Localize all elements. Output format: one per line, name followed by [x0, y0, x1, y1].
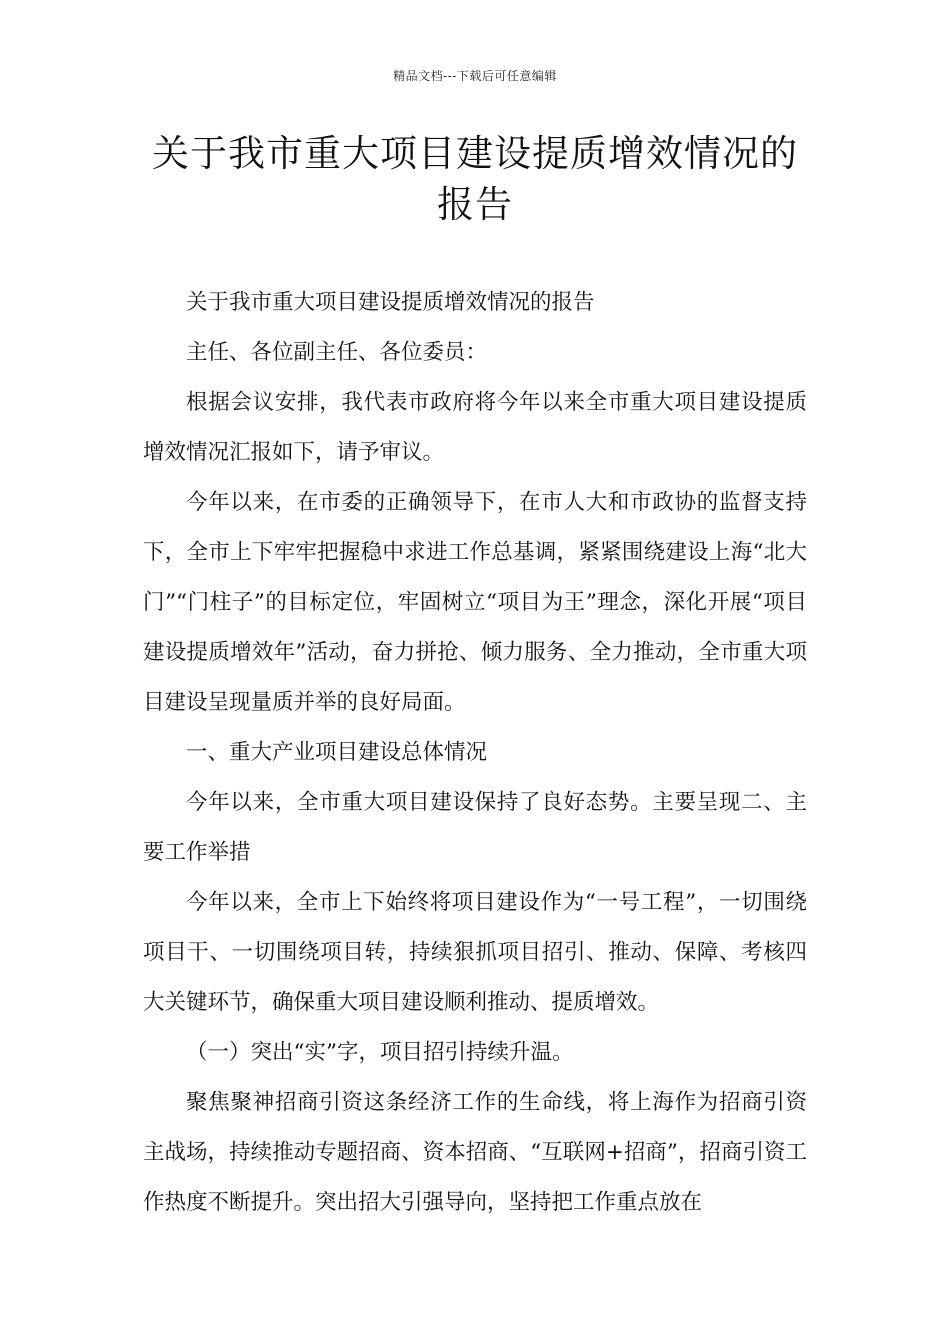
paragraph: 今年以来，全市上下始终将项目建设作为“一号工程”，一切围绕项目干、一切围绕项目转，持续狠抓项目招引、推动、保障、考核四大关键环节，确保重大项目建设顺利推动、提质增效。 [143, 890, 807, 1015]
page-header-watermark: 精品文档---下载后可任意编辑 [393, 69, 557, 83]
paragraph: 今年以来，全市重大项目建设保持了良好态势。主要呈现二、主要工作举措 [143, 790, 807, 865]
paragraph-salutation: 主任、各位副主任、各位委员： [186, 340, 488, 365]
section-heading: 一、重大产业项目建设总体情况 [186, 740, 488, 765]
document-body [143, 278, 807, 1228]
document-title: 关于我市重大项目建设提质增效情况的报告 [152, 132, 798, 226]
subsection-heading: （一）突出“实”字，项目招引持续升温。 [186, 1040, 574, 1065]
paragraph-subtitle: 关于我市重大项目建设提质增效情况的报告 [186, 290, 595, 315]
paragraph: 聚焦聚神招商引资这条经济工作的生命线，将上海作为招商引资主战场，持续推动专题招商、资本招商、“互联网+招商”，招商引资工作热度不断提升。突出招大引强导向，坚持把工作重点放在 [143, 1090, 807, 1215]
paragraph: 根据会议安排，我代表市政府将今年以来全市重大项目建设提质增效情况汇报如下，请予审议。 [143, 390, 807, 465]
paragraph: 今年以来，在市委的正确领导下，在市人大和市政协的监督支持下，全市上下牢牢把握稳中求进工作总基调，紧紧围绕建设上海“北大门”“门柱子”的目标定位，牢固树立“项目为王”理念，深化开展“项目建设提质增效年”活动，奋力拼抢、倾力服务、全力推动，全市重大项目建设呈现量质并举的良好局面。 [143, 490, 807, 715]
